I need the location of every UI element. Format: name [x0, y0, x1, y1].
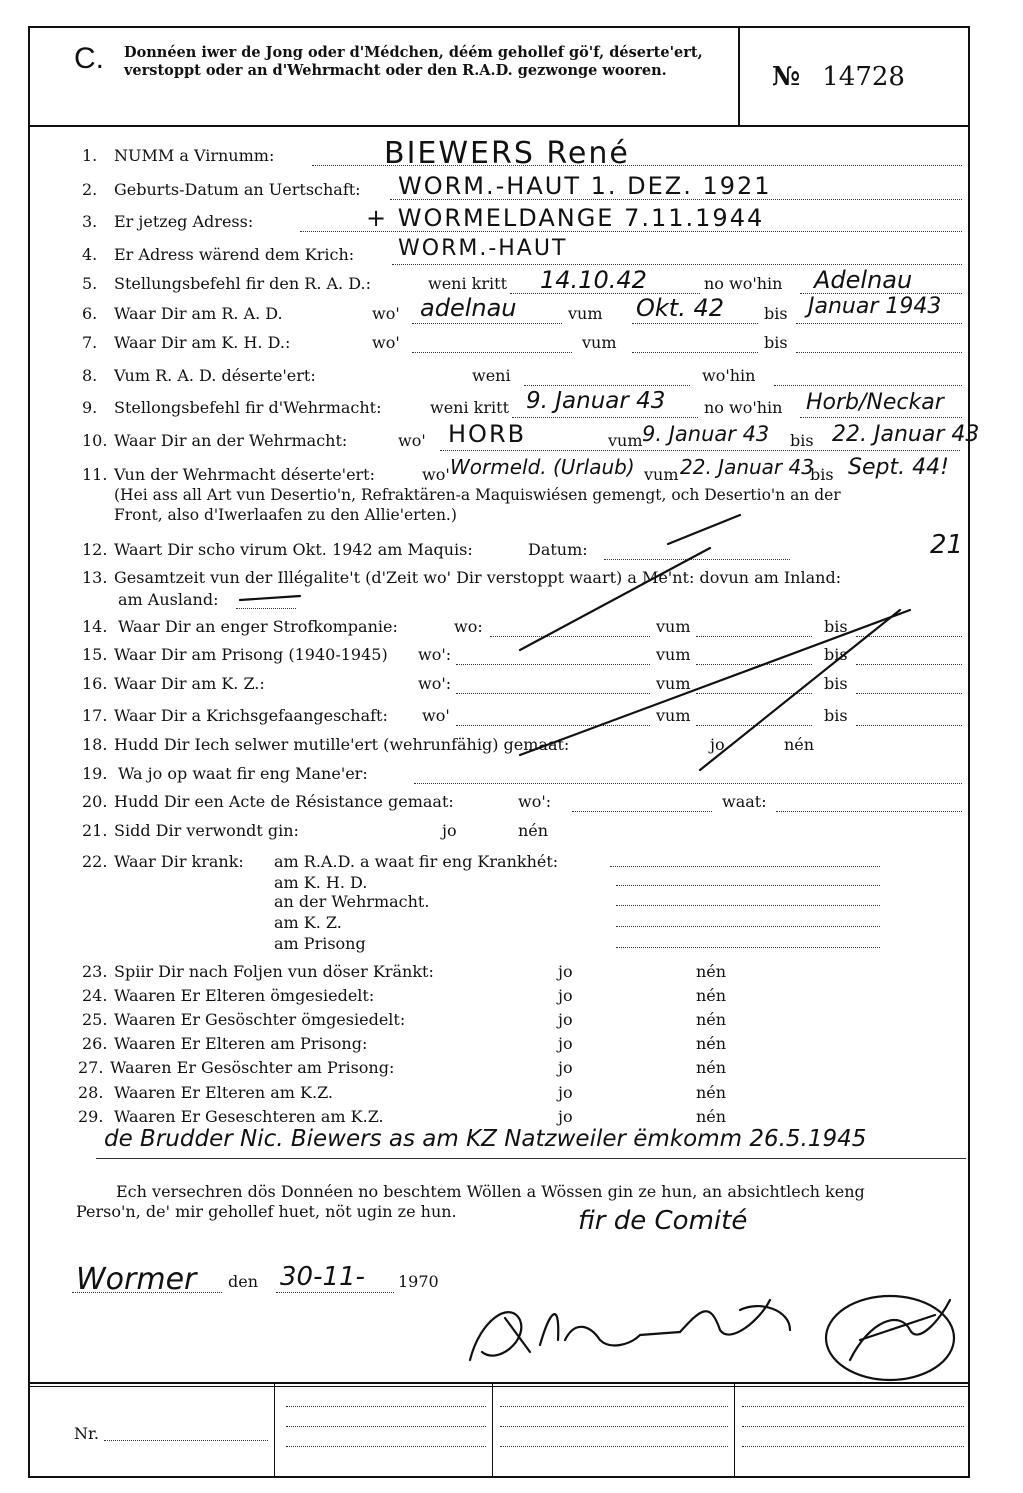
jo-option[interactable]: jo [558, 1010, 573, 1029]
wo-label: wo' [398, 431, 426, 450]
bis-label: bis [824, 706, 848, 725]
wohin-label: no wo'hin [704, 274, 783, 293]
jo-option[interactable]: jo [558, 1107, 573, 1126]
row-label: Waar Dir am K. H. D.: [114, 333, 291, 352]
field-line [286, 1406, 486, 1407]
field-line [286, 1446, 486, 1447]
row-number: 23. [82, 962, 108, 981]
wehrmacht-place-value[interactable]: HORB [448, 420, 527, 448]
row-number: 2. [82, 180, 98, 199]
row-label: Stellongsbefehl fir d'Wehrmacht: [114, 398, 382, 417]
vum-label: vum [656, 706, 691, 725]
handwritten-note: de Brudder Nic. Biewers as am KZ Natzweiler ëmkomm 26.5.1945 [104, 1126, 867, 1152]
wo-label: wo: [454, 617, 483, 636]
illness-khd-label: am K. H. D. [274, 873, 368, 892]
row-number: 1. [82, 146, 98, 165]
row-label: Hudd Dir Iech selwer mutille'ert (wehrunfähig) gemaat: [114, 735, 570, 754]
row-number: 16. [82, 674, 108, 693]
bis-label: bis [790, 431, 814, 450]
wo-label: wo' [422, 706, 450, 725]
nen-option[interactable]: nén [696, 1107, 727, 1126]
row-13-label-2: am Ausland: [118, 590, 219, 609]
wo-label: wo' [372, 304, 400, 323]
desertion-from-value[interactable]: 22. Januar 43 [680, 455, 814, 479]
weni-label: weni kritt [428, 274, 507, 293]
name-value[interactable]: BIEWERS René [384, 136, 630, 171]
bis-label: bis [824, 617, 848, 636]
illness-kz-label: am K. Z. [274, 913, 342, 932]
bis-label: bis [764, 333, 788, 352]
section-letter: C. [74, 42, 104, 75]
row-number: 15. [82, 645, 108, 664]
row-number: 8. [82, 366, 98, 385]
row-label: Stellungsbefehl fir den R. A. D.: [114, 274, 371, 293]
year-value[interactable]: 1970 [398, 1272, 439, 1291]
row-label: Waaren Er Geseschteren am K.Z. [114, 1107, 384, 1126]
wehrmacht-from-value[interactable]: 9. Januar 43 [642, 422, 770, 446]
row-number: 29. [78, 1107, 104, 1126]
vum-label: vum [608, 431, 643, 450]
jo-option[interactable]: jo [442, 821, 457, 840]
vum-label: vum [656, 645, 691, 664]
row-label: Waaren Er Elteren am Prisong: [114, 1034, 368, 1053]
desertion-place-value[interactable]: Wormeld. (Urlaub) [450, 455, 635, 479]
row-number: 18. [82, 735, 108, 754]
footer-divider-2 [492, 1384, 493, 1478]
desertion-to-value[interactable]: Sept. 44! [848, 455, 949, 480]
wo-label: wo': [418, 645, 452, 664]
row-number: 12. [82, 540, 108, 559]
rad-order-place-value[interactable]: Adelnau [814, 266, 913, 294]
row-number: 14. [82, 617, 108, 636]
row-11-note-2: Front, also d'Iwerlaafen zu den Allie'erten.) [114, 506, 457, 524]
row-label: Hudd Dir een Acte de Résistance gemaat: [114, 792, 454, 811]
footer-rule [28, 1386, 970, 1387]
footer-nr-label: Nr. [74, 1424, 99, 1443]
row-label: Waaren Er Gesöschter am Prisong: [110, 1058, 395, 1077]
row-label: Spiir Dir nach Foljen vun döser Kränkt: [114, 962, 434, 981]
nen-option[interactable]: nén [696, 1058, 727, 1077]
wohin-label: wo'hin [702, 366, 756, 385]
rad-from-value[interactable]: Okt. 42 [636, 294, 724, 322]
row-number: 22. [82, 852, 108, 871]
nen-option[interactable]: nén [696, 962, 727, 981]
row-number: 10. [82, 431, 108, 450]
jo-option[interactable]: jo [558, 1083, 573, 1102]
row-number: 19. [82, 764, 108, 783]
row-label: Waar Dir am R. A. D. [114, 304, 283, 323]
footer-divider-1 [274, 1384, 275, 1478]
wehrmacht-order-place-value[interactable]: Horb/Neckar [806, 390, 944, 415]
nen-option[interactable]: nén [696, 986, 727, 1005]
nen-option[interactable]: nén [696, 1010, 727, 1029]
address-value[interactable]: + WORMELDANGE 7.11.1944 [366, 204, 765, 232]
row-label: NUMM a Virnumm: [114, 146, 275, 165]
jo-option[interactable]: jo [558, 962, 573, 981]
rad-to-value[interactable]: Januar 1943 [808, 294, 942, 319]
illness-wehrmacht-label: an der Wehrmacht. [274, 892, 430, 911]
footer-divider-3 [734, 1384, 735, 1478]
number-value: 14728 [822, 62, 905, 92]
wehrmacht-order-date-value[interactable]: 9. Januar 43 [526, 388, 666, 414]
vum-label: vum [656, 674, 691, 693]
row-label: Vun der Wehrmacht déserte'ert: [114, 465, 375, 484]
jo-option[interactable]: jo [558, 1034, 573, 1053]
field-line [500, 1446, 728, 1447]
vum-label: vum [656, 617, 691, 636]
field-line [742, 1426, 964, 1427]
illness-prisong-label: am Prisong [274, 934, 366, 953]
rad-place-value[interactable]: adelnau [420, 294, 517, 322]
row-number: 27. [78, 1058, 104, 1077]
wo-label: wo': [518, 792, 552, 811]
field-line [500, 1426, 728, 1427]
row-number: 13. [82, 568, 108, 587]
bis-label: bis [764, 304, 788, 323]
row-number: 24. [82, 986, 108, 1005]
vum-label: vum [568, 304, 603, 323]
row-number: 5. [82, 274, 98, 293]
war-address-value[interactable]: WORM.-HAUT [398, 236, 568, 261]
datum-label: Datum: [528, 540, 588, 559]
nen-option[interactable]: nén [696, 1034, 727, 1053]
field-line [742, 1446, 964, 1447]
nen-option[interactable]: nén [784, 735, 815, 754]
row-number: 11. [82, 465, 108, 484]
row-number: 6. [82, 304, 98, 323]
row-number: 25. [82, 1010, 108, 1029]
row-label: Waar Dir krank: [114, 852, 244, 871]
jo-option[interactable]: jo [558, 1058, 573, 1077]
vum-label: vum [644, 465, 679, 484]
row-number: 21. [82, 821, 108, 840]
field-line [104, 1440, 268, 1441]
row-label: Waart Dir scho virum Okt. 1942 am Maquis: [114, 540, 473, 559]
footer-top-rule [28, 1382, 970, 1384]
illness-rad-label: am R.A.D. a waat fir eng Krankhét: [274, 852, 559, 871]
declaration-line-1: Ech versechren dös Donnéen no beschtem Wöllen a Wössen gin ze hun, an absichtlech keng [116, 1182, 865, 1201]
row-label: Waaren Er Elteren ömgesiedelt: [114, 986, 375, 1005]
row-label: Waar Dir an der Wehrmacht: [114, 431, 348, 450]
row-label: Wa jo op waat fir eng Mane'er: [118, 764, 368, 783]
row-number: 20. [82, 792, 108, 811]
rad-order-date-value[interactable]: 14.10.42 [540, 266, 647, 294]
date-value[interactable]: 30-11- [280, 1262, 365, 1292]
birth-value[interactable]: WORM.-HAUT 1. DEZ. 1921 [398, 172, 772, 200]
field-line [742, 1406, 964, 1407]
row-number: 28. [78, 1083, 104, 1102]
committee-note: fir de Comité [578, 1206, 748, 1236]
row-label: Waaren Er Gesöschter ömgesiedelt: [114, 1010, 406, 1029]
row-number: 4. [82, 245, 98, 264]
row-11-note-1: (Hei ass all Art vun Desertio'n, Refraktären-a Maquiswiésen gemengt, och Desertio'n an der [114, 486, 841, 504]
weni-label: weni kritt [430, 398, 509, 417]
row-number: 7. [82, 333, 98, 352]
row-label: Er jetzeg Adress: [114, 212, 254, 231]
row-label: Waar Dir an enger Strofkompanie: [118, 617, 398, 636]
bis-label: bis [810, 465, 834, 484]
row-label: Er Adress wärend dem Krich: [114, 245, 355, 264]
row-label: Gesamtzeit vun der Illégalite't (d'Zeit wo' Dir verstoppt waart) a Me'nt: dovun am Inland: [114, 568, 842, 587]
nen-option[interactable]: nén [518, 821, 549, 840]
nen-option[interactable]: nén [696, 1083, 727, 1102]
inland-months-value[interactable]: 21 [930, 530, 964, 560]
row-label: Waar Dir a Krichsgefaangeschaft: [114, 706, 388, 725]
row-label: Waar Dir am K. Z.: [114, 674, 265, 693]
number-symbol: № [772, 62, 801, 92]
wo-label: wo': [418, 674, 452, 693]
place-value[interactable]: Wormer [76, 1262, 197, 1297]
field-line [286, 1426, 486, 1427]
row-number: 9. [82, 398, 98, 417]
weni-label: weni [472, 366, 511, 385]
wo-label: wo' [372, 333, 400, 352]
waat-label: waat: [722, 792, 767, 811]
wehrmacht-to-value[interactable]: 22. Januar 43 [832, 422, 980, 447]
declaration-line-2: Perso'n, de' mir gehollef huet, nöt ugin ze hun. [76, 1202, 457, 1221]
row-label: Geburts-Datum an Uertschaft: [114, 180, 361, 199]
jo-option[interactable]: jo [558, 986, 573, 1005]
row-number: 17. [82, 706, 108, 725]
vum-label: vum [582, 333, 617, 352]
row-number: 26. [82, 1034, 108, 1053]
row-label: Sidd Dir verwondt gin: [114, 821, 299, 840]
row-label: Waaren Er Elteren am K.Z. [114, 1083, 334, 1102]
bis-label: bis [824, 674, 848, 693]
wohin-label: no wo'hin [704, 398, 783, 417]
header-title: Donnéen iwer de Jong oder d'Médchen, déém gehollef gö'f, déserte'ert, verstoppt oder an d'Wehrmacht oder den R.A.D. gezwonge wooren. [124, 44, 703, 79]
field-line [500, 1406, 728, 1407]
row-number: 3. [82, 212, 98, 231]
bis-label: bis [824, 645, 848, 664]
jo-option[interactable]: jo [710, 735, 725, 754]
row-label: Vum R. A. D. déserte'ert: [114, 366, 316, 385]
wo-label: wo' [422, 465, 450, 484]
row-label: Waar Dir am Prisong (1940-1945) [114, 645, 388, 664]
den-label: den [228, 1272, 259, 1291]
